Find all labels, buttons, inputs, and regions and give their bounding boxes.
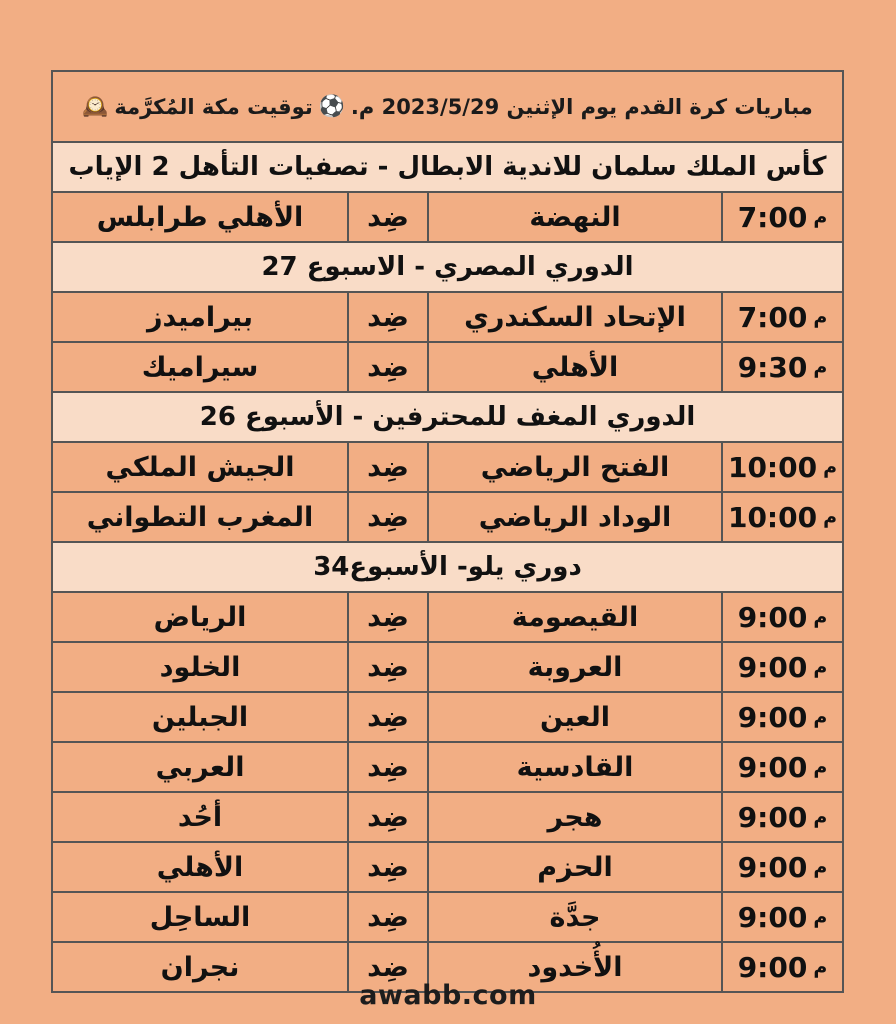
- match-time-period: م: [813, 756, 828, 778]
- match-time: 7:00: [737, 300, 808, 334]
- versus-label: ضِد: [347, 693, 427, 741]
- match-time: 9:00: [737, 600, 808, 634]
- schedule-table: [51, 70, 844, 993]
- match-time: 7:00: [737, 200, 808, 234]
- versus-label: ضِد: [347, 943, 427, 991]
- match-time-cell: [721, 843, 842, 891]
- header-text-timezone: توقيت مكة المُكرَّمة: [114, 94, 313, 119]
- match-row: [53, 893, 842, 943]
- away-team: الأهلي طرابلس: [96, 201, 304, 233]
- match-time: 10:00: [727, 450, 818, 484]
- match-time-cell: [721, 793, 842, 841]
- home-team: الأُخدود: [427, 943, 721, 991]
- away-team: المغرب التطواني: [86, 501, 314, 533]
- away-team: سيراميك: [141, 351, 259, 383]
- site-watermark: awabb.com: [359, 980, 537, 1011]
- match-time-period: م: [813, 306, 828, 328]
- match-row: [53, 493, 842, 543]
- match-time: 9:30: [737, 350, 808, 384]
- home-team: الحزم: [427, 843, 721, 891]
- match-row: [53, 793, 842, 843]
- match-time-cell: [721, 293, 842, 341]
- match-time-period: م: [813, 206, 828, 228]
- away-team: العربي: [155, 751, 245, 783]
- away-team: نجران: [160, 951, 240, 983]
- schedule-header: [53, 72, 842, 143]
- away-team: الخلود: [159, 651, 241, 683]
- home-team: الإتحاد السكندري: [427, 293, 721, 341]
- match-time-cell: [721, 493, 842, 541]
- competition-heading: الدوري المغف للمحترفين - الأسبوع 26: [53, 393, 842, 443]
- match-time-period: م: [813, 656, 828, 678]
- versus-label: ضِد: [347, 293, 427, 341]
- match-time: 9:00: [737, 700, 808, 734]
- match-row: [53, 743, 842, 793]
- match-time: 9:00: [737, 650, 808, 684]
- away-team: الجيش الملكي: [105, 451, 295, 483]
- versus-label: ضِد: [347, 843, 427, 891]
- home-team: هجر: [427, 793, 721, 841]
- match-time-cell: [721, 693, 842, 741]
- home-team: الوداد الرياضي: [427, 493, 721, 541]
- versus-label: ضِد: [347, 893, 427, 941]
- match-time-period: م: [813, 856, 828, 878]
- match-time-period: م: [813, 606, 828, 628]
- versus-label: ضِد: [347, 793, 427, 841]
- match-time-cell: [721, 893, 842, 941]
- competition-heading: دوري يلو- الأسبوع34: [53, 543, 842, 593]
- away-team: الساحِل: [149, 901, 251, 933]
- home-team: القادسية: [427, 743, 721, 791]
- match-time-period: م: [813, 956, 828, 978]
- home-team: العروبة: [427, 643, 721, 691]
- home-team: القيصومة: [427, 593, 721, 641]
- match-time-cell: [721, 593, 842, 641]
- home-team: الأهلي: [427, 343, 721, 391]
- competition-heading: كأس الملك سلمان للاندية الابطال - تصفيات التأهل 2 الإياب: [53, 143, 842, 193]
- home-team: جدَّة: [427, 893, 721, 941]
- versus-label: ضِد: [347, 443, 427, 491]
- match-time: 9:00: [737, 850, 808, 884]
- away-team: الأهلي: [156, 851, 244, 883]
- match-time-cell: [721, 443, 842, 491]
- match-time: 9:00: [737, 750, 808, 784]
- away-team: الجبلين: [151, 701, 249, 733]
- match-time-period: م: [813, 356, 828, 378]
- match-time: 10:00: [727, 500, 818, 534]
- match-time-period: م: [813, 706, 828, 728]
- match-row: [53, 443, 842, 493]
- versus-label: ضِد: [347, 643, 427, 691]
- away-team: بيراميدز: [146, 301, 254, 333]
- match-time-cell: [721, 193, 842, 241]
- away-team: أحُد: [177, 801, 223, 833]
- soccer-ball-icon: ⚽: [318, 94, 345, 118]
- header-text-date: مباريات كرة القدم يوم الإثنين 2023/5/29 م.: [350, 94, 813, 119]
- match-row: [53, 693, 842, 743]
- versus-label: ضِد: [347, 743, 427, 791]
- match-row: [53, 193, 842, 243]
- match-row: [53, 293, 842, 343]
- match-row: [53, 843, 842, 893]
- mantel-clock-icon: 🕰️: [82, 94, 109, 118]
- versus-label: ضِد: [347, 493, 427, 541]
- versus-label: ضِد: [347, 593, 427, 641]
- competition-heading: الدوري المصري - الاسبوع 27: [53, 243, 842, 293]
- match-time-cell: [721, 743, 842, 791]
- away-team: الرياض: [153, 601, 247, 633]
- match-row: [53, 593, 842, 643]
- home-team: الفتح الرياضي: [427, 443, 721, 491]
- match-time: 9:00: [737, 800, 808, 834]
- match-time: 9:00: [737, 900, 808, 934]
- versus-label: ضِد: [347, 343, 427, 391]
- match-time-period: م: [813, 806, 828, 828]
- match-time-cell: [721, 343, 842, 391]
- home-team: العين: [427, 693, 721, 741]
- match-time-period: م: [823, 456, 838, 478]
- match-time-cell: [721, 643, 842, 691]
- match-time-period: م: [823, 506, 838, 528]
- match-row: [53, 643, 842, 693]
- match-time: 9:00: [737, 950, 808, 984]
- versus-label: ضِد: [347, 193, 427, 241]
- match-row: [53, 343, 842, 393]
- match-time-period: م: [813, 906, 828, 928]
- home-team: النهضة: [427, 193, 721, 241]
